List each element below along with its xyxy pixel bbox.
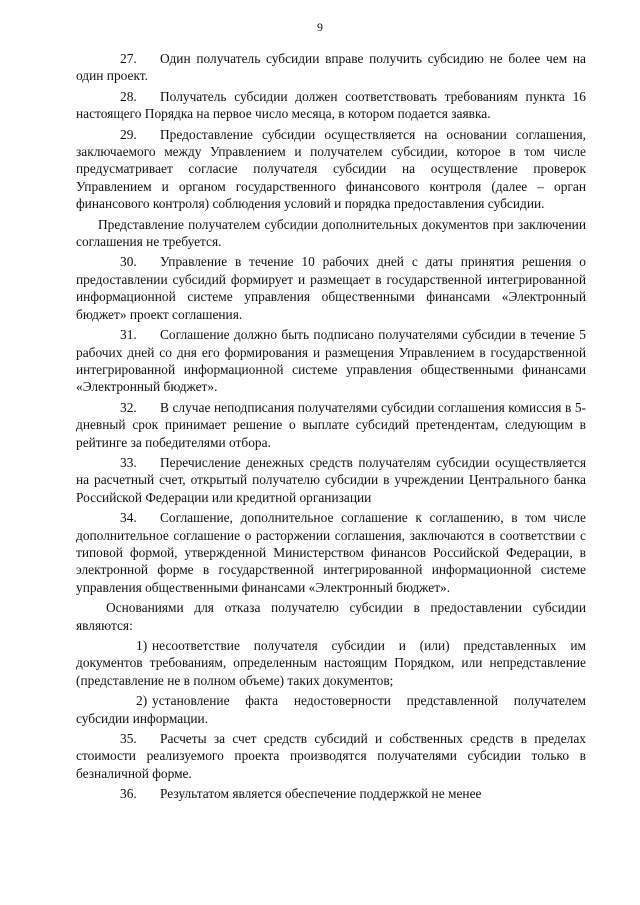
subparagraph-number: 2) xyxy=(136,693,148,709)
paragraph-text: несоответствие получателя субсидии и (или) представленных им документов требованиям, определенным настоящим Порядком, или непредставление (представление не в полном объеме) таких документов; xyxy=(76,638,586,688)
document-body xyxy=(76,50,586,806)
paragraph-text: Перечисление денежных средств получателям субсидии осуществляется на расчетный счет, открытый получателю субсидии в учреждении Центрального банка Российской Федерации или кредитной организации xyxy=(76,454,586,505)
paragraph-number: 27. xyxy=(120,51,137,66)
paragraph-36 xyxy=(76,785,586,802)
paragraph-number: 36. xyxy=(120,786,137,802)
paragraph-text: Соглашение должно быть подписано получателями субсидии в течение 5 рабочих дней со дня его формирования и размещения Управлением в государственной интегрированной информационной системе управления общественными финансами «Электронный бюджет». xyxy=(76,327,586,395)
paragraph-text: установление факта недостоверности представленной получателем субсидии информации. xyxy=(76,693,586,726)
paragraph-text: Получатель субсидии должен соответствовать требованиям пункта 16 настоящего Порядка на первое число месяца, в котором подается заявка. xyxy=(76,88,586,122)
paragraph-text: В случае неподписания получателями субсидии соглашения комиссия в 5-дневный срок принимает решение о выплате субсидий претендентам, следующим в рейтинге за победителями отбора. xyxy=(76,399,586,450)
paragraph-number: 32. xyxy=(120,399,137,415)
paragraph-text: Расчеты за счет средств субсидий и собственных средств в пределах стоимости реализуемого проекта производятся получателями субсидии только в безналичной форме. xyxy=(76,731,586,781)
subparagraph-number: 1) xyxy=(136,638,148,653)
paragraph-33 xyxy=(76,454,586,506)
paragraph-text: Основаниями для отказа получателю субсидии в предоставлении субсидии являются: xyxy=(76,600,586,633)
subparagraph-1 xyxy=(76,637,586,689)
paragraph-34 xyxy=(76,509,586,596)
paragraph-refusal-grounds xyxy=(76,599,586,634)
paragraph-30 xyxy=(76,253,586,323)
paragraph-28 xyxy=(76,88,586,123)
paragraph-32 xyxy=(76,399,586,451)
paragraph-number: 35. xyxy=(120,731,137,747)
paragraph-27 xyxy=(76,50,586,85)
paragraph-number: 31. xyxy=(120,327,137,343)
paragraph-text: Предоставление субсидии осуществляется на основании соглашения, заключаемого между Управлением и получателем субсидии, которое в том числе предусматривает согласие получателя субсидии на осуществление проверок Управлением и органом государственного финансового контроля (далее – орган финансового контроля) соблюдения условий и порядка предоставления субсидии. xyxy=(76,126,586,212)
paragraph-number: 34. xyxy=(120,510,137,526)
paragraph-29 xyxy=(76,126,586,213)
page-number: 9 xyxy=(317,20,323,34)
paragraph-number: 28. xyxy=(120,88,137,104)
paragraph-number: 30. xyxy=(120,254,137,270)
paragraph-text: Соглашение, дополнительное соглашение к соглашению, в том числе дополнительное соглашение о расторжении соглашения, заключаются в соответствии с типовой формой, утвержденной Министерством финансов Российской Федерации, в электронной форме в государственной интегрированной информационной системе управления общественными финансами «Электронный бюджет». xyxy=(76,510,586,595)
paragraph-text: Управление в течение 10 рабочих дней с даты принятия решения о предоставлении субсидий формирует и размещает в государственной интегрированной информационной системе управления общественными финансами «Электронный бюджет» проект соглашения. xyxy=(76,254,586,322)
paragraph-31 xyxy=(76,326,586,396)
paragraph-text: Результатом является обеспечение поддержкой не менее xyxy=(160,786,482,802)
paragraph-additional-documents xyxy=(76,216,586,251)
paragraph-35 xyxy=(76,730,586,782)
paragraph-number: 29. xyxy=(120,126,137,142)
paragraph-number: 33. xyxy=(120,454,137,470)
paragraph-text: Представление получателем субсидии дополнительных документов при заключении соглашения не требуется. xyxy=(76,216,586,250)
paragraph-text: Один получатель субсидии вправе получить субсидию не более чем на один проект. xyxy=(76,51,586,84)
subparagraph-2 xyxy=(76,692,586,727)
